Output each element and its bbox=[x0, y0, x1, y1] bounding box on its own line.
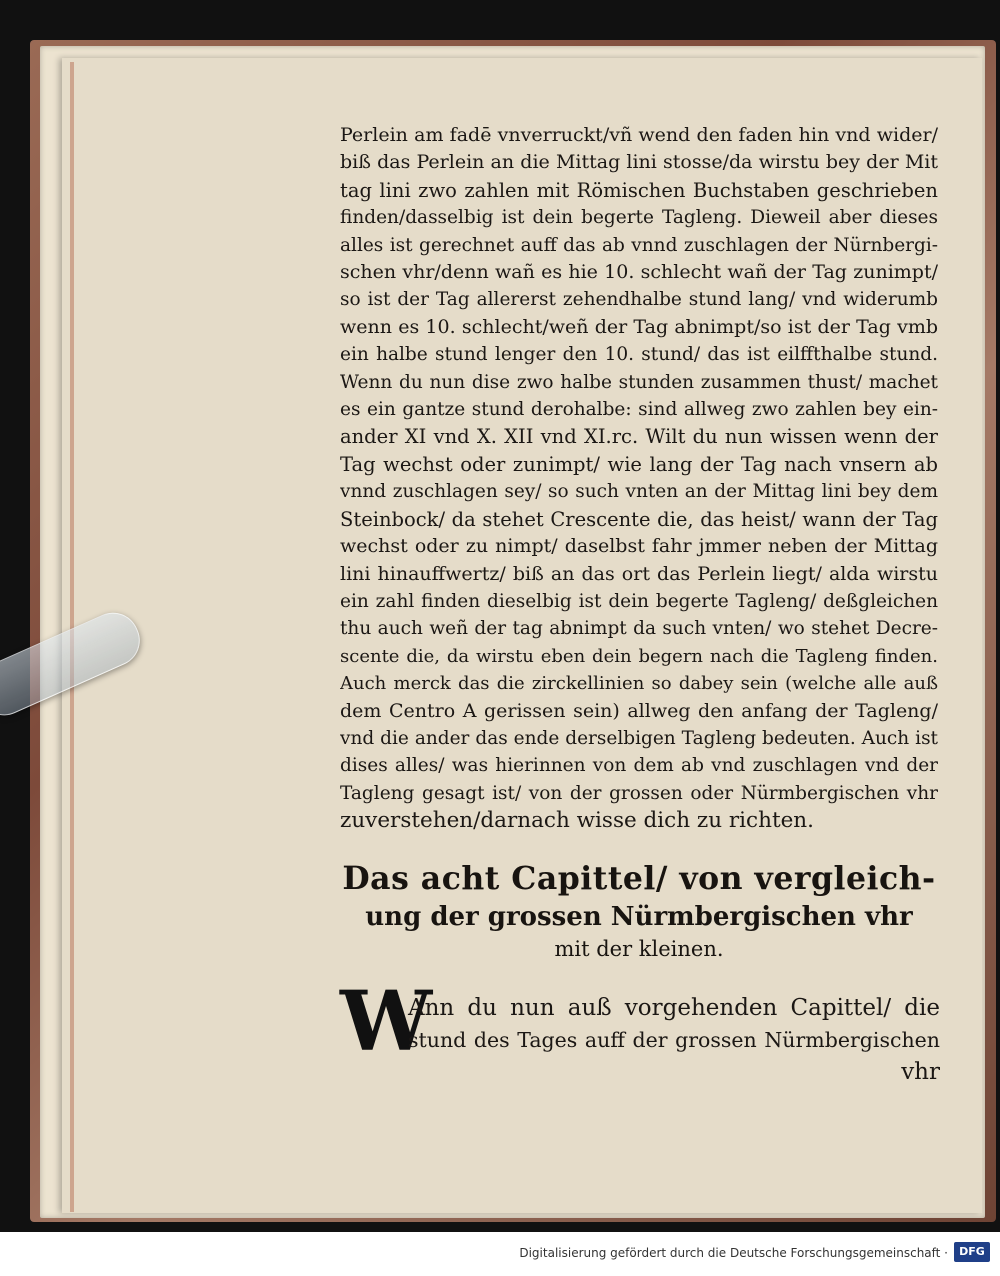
catchword: vhr bbox=[901, 1059, 940, 1085]
text-line: thu auch weñ der tag abnimpt da such vnten/ wo stehet Decre- bbox=[340, 618, 938, 640]
text-line: biß das Perlein an die Mittag lini stosse/da wirstu bey der Mit bbox=[340, 151, 938, 174]
text-line: dem Centro A gerissen sein) allweg den anfang der Tagleng/ bbox=[340, 699, 938, 722]
text-line: Tagleng gesagt ist/ von der grossen oder Nürmbergischen vhr bbox=[340, 782, 938, 804]
text-line: zuverstehen/darnach wisse dich zu richten. bbox=[340, 808, 814, 834]
drop-capital: W bbox=[340, 974, 433, 1070]
chapter-body-text bbox=[408, 992, 940, 1088]
chapter-body-line: stund des Tages auff der grossen Nürmbergischen bbox=[408, 1028, 940, 1052]
body-text bbox=[340, 122, 938, 835]
chapter-body-line: Ann du nun auß vorgehenden Capittel/ die bbox=[408, 995, 940, 1021]
text-line: ein zahl finden dieselbig ist dein begerte Tagleng/ deßgleichen bbox=[340, 590, 938, 612]
text-line: Steinbock/ da stehet Crescente die, das heist/ wann der Tag bbox=[340, 507, 938, 531]
text-line: so ist der Tag allererst zehendhalbe stund lang/ vnd widerumb bbox=[340, 289, 938, 311]
text-line: tag lini zwo zahlen mit Römischen Buchstaben geschrieben bbox=[340, 178, 938, 202]
funding-credit: Digitalisierung gefördert durch die Deutsche Forschungsgemeinschaft · bbox=[519, 1246, 948, 1260]
text-line: lini hinauffwertz/ biß an das ort das Perlein liegt/ alda wirstu bbox=[340, 562, 938, 585]
text-line: Perlein am fadē vnverruckt/vñ wend den faden hin vnd wider/ bbox=[340, 124, 938, 146]
text-line: es ein gantze stund derohalbe: sind allweg zwo zahlen bey ein- bbox=[340, 399, 938, 421]
text-line: Auch merck das die zirckellinien so dabey sein (welche alle auß bbox=[340, 673, 938, 695]
text-line: finden/dasselbig ist dein begerte Tagleng. Dieweil aber dieses bbox=[340, 207, 938, 229]
text-line: vnd die ander das ende derselbigen Tagleng bedeuten. Auch ist bbox=[340, 727, 938, 749]
text-line: dises alles/ was hierinnen von dem ab vnd zuschlagen vnd der bbox=[340, 755, 938, 777]
text-line: wenn es 10. schlecht/weñ der Tag abnimpt/so ist der Tag vmb bbox=[340, 315, 938, 338]
chapter-heading-line-2: ung der grossen Nürmbergischen vhr bbox=[365, 902, 913, 932]
footer-bar bbox=[0, 1232, 1000, 1276]
text-line: vnnd zuschlagen sey/ so such vnten an der Mittag lini bey dem bbox=[340, 481, 938, 503]
text-line: schen vhr/denn wañ es hie 10. schlecht wañ der Tag zunimpt/ bbox=[340, 261, 938, 284]
text-line: ein halbe stund lenger den 10. stund/ das ist eilffthalbe stund. bbox=[340, 344, 938, 366]
chapter-heading-line-1: Das acht Capittel/ von vergleich- bbox=[342, 860, 936, 897]
chapter-heading bbox=[340, 858, 938, 964]
text-line: Tag wechst oder zunimpt/ wie lang der Tag nach vnsern ab bbox=[340, 452, 938, 476]
text-line: scente die, da wirstu eben dein begern nach die Tagleng finden. bbox=[340, 645, 938, 667]
text-line: Wenn du nun dise zwo halbe stunden zusammen thust/ machet bbox=[340, 371, 938, 393]
chapter-heading-line-3: mit der kleinen. bbox=[554, 937, 724, 961]
text-line: ander XI vnd X. XII vnd XI.rc. Wilt du nun wissen wenn der bbox=[340, 425, 938, 449]
dfg-logo: DFG bbox=[954, 1242, 990, 1262]
text-line: wechst oder zu nimpt/ daselbst fahr jmmer neben der Mittag bbox=[340, 535, 938, 558]
text-line: alles ist gerechnet auff das ab vnnd zuschlagen der Nürnbergi- bbox=[340, 234, 938, 256]
